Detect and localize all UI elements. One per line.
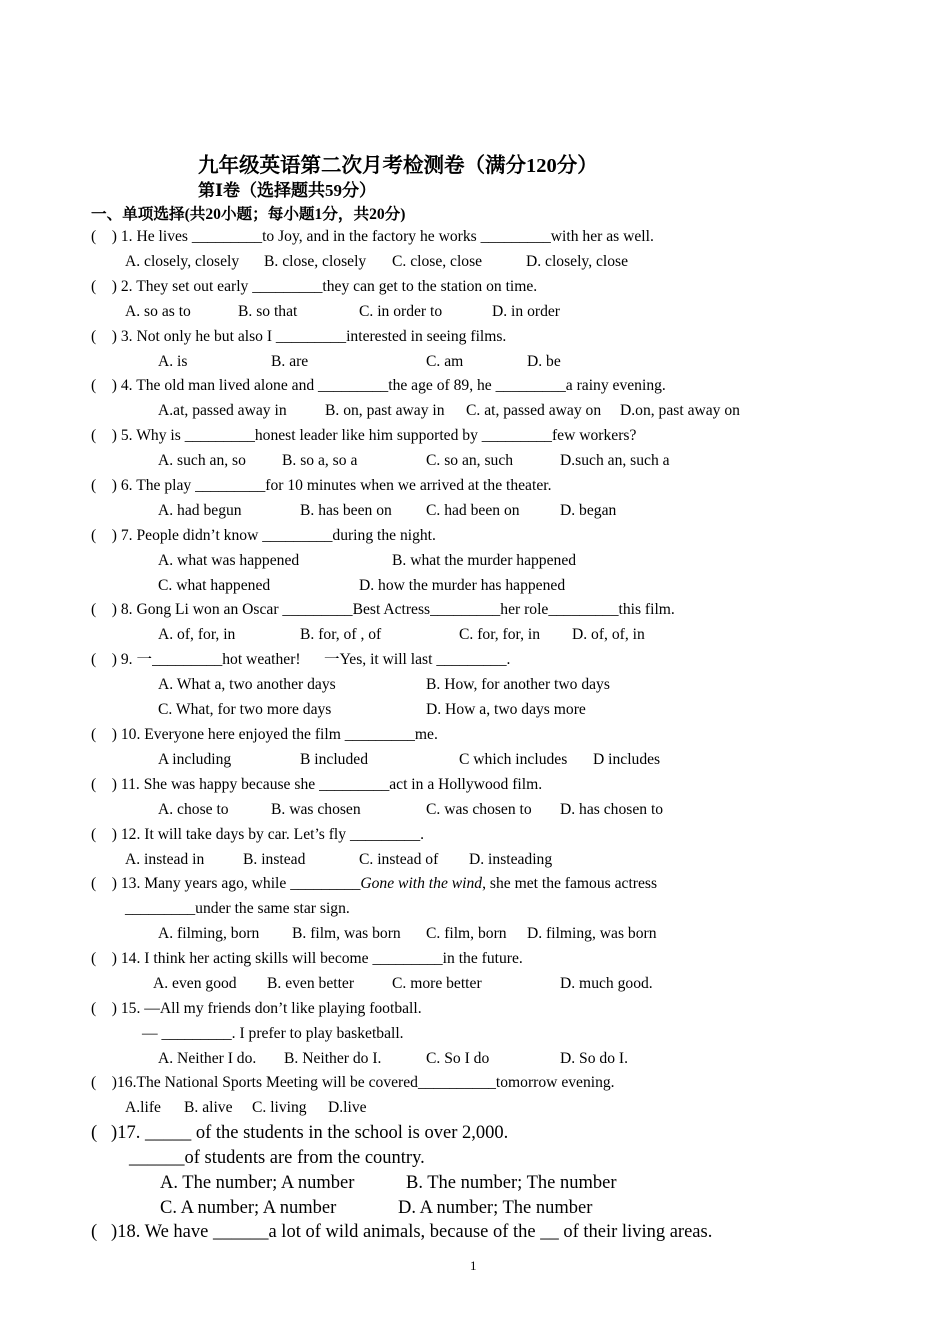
question-17-stem: ( )17. _____ of the students in the school is over 2,000.: [91, 1123, 509, 1143]
option-b: B. film, was born: [292, 925, 401, 942]
option-a: A. so as to: [125, 303, 191, 320]
question-18-stem: ( )18. We have ______a lot of wild animals, because of the __ of their living areas.: [91, 1222, 713, 1242]
option-b: B. alive: [184, 1099, 233, 1116]
option-d: D.on, past away on: [620, 402, 740, 419]
option-a: A. The number; A number: [160, 1173, 355, 1193]
option-d: D. much good.: [560, 975, 653, 992]
option-b: B. has been on: [300, 502, 392, 519]
option-a: A. instead in: [125, 851, 205, 868]
option-b: B. so that: [238, 303, 298, 320]
exam-title: 九年级英语第二次月考检测卷（满分120分）: [198, 155, 598, 177]
question-3-stem: ( ) 3. Not only he but also I _________interested in seeing films.: [91, 328, 507, 345]
question-4-stem: ( ) 4. The old man lived alone and _________the age of 89, he _________a rainy evening.: [91, 377, 666, 394]
option-b: B. instead: [243, 851, 306, 868]
question-15-stem-continued: — _________. I prefer to play basketball.: [142, 1025, 404, 1042]
question-14-stem: ( ) 14. I think her acting skills will become _________in the future.: [91, 950, 523, 967]
option-c: C. more better: [392, 975, 482, 992]
question-2-stem: ( ) 2. They set out early _________they can get to the station on time.: [91, 278, 538, 295]
option-c: C. close, close: [392, 253, 483, 270]
option-a: A. even good: [153, 975, 237, 992]
question-16-stem: ( )16.The National Sports Meeting will be covered__________tomorrow evening.: [91, 1074, 615, 1091]
option-b: B. How, for another two days: [426, 676, 610, 693]
option-a: A. closely, closely: [125, 253, 240, 270]
option-c: C. film, born: [426, 925, 507, 942]
section-heading: 一、单项选择(共20小题；每小题1分，共20分): [91, 206, 406, 223]
option-a: A. Neither I do.: [158, 1050, 257, 1067]
option-c: C. in order to: [359, 303, 443, 320]
option-c: C. what happened: [158, 577, 271, 594]
question-10-stem: ( ) 10. Everyone here enjoyed the film _________me.: [91, 726, 438, 743]
option-d: D.live: [328, 1099, 367, 1116]
option-b: B. what the murder happened: [392, 552, 577, 569]
film-title: Gone with the wind: [360, 875, 483, 892]
option-a: A. What a, two another days: [158, 676, 336, 693]
question-9-stem: ( ) 9. 一_________hot weather! 一Yes, it will last _________.: [91, 651, 511, 668]
option-a: A. chose to: [158, 801, 229, 818]
option-a: A. of, for, in: [158, 626, 236, 643]
option-b: B. so a, so a: [282, 452, 358, 469]
option-d: D. How a, two days more: [426, 701, 586, 718]
option-c: C. A number; A number: [160, 1198, 337, 1218]
question-5-stem: ( ) 5. Why is _________honest leader like him supported by _________few workers?: [91, 427, 637, 444]
stem-text: , she met the famous actress: [482, 875, 658, 892]
question-1-stem: ( ) 1. He lives _________to Joy, and in the factory he works _________with her as well.: [91, 228, 654, 245]
option-b: B included: [300, 751, 368, 768]
option-a: A. filming, born: [158, 925, 260, 942]
option-d: D. filming, was born: [527, 925, 657, 942]
question-8-stem: ( ) 8. Gong Li won an Oscar _________Best Actress_________her role_________this film.: [91, 601, 675, 618]
option-c: C. so an, such: [426, 452, 514, 469]
question-12-stem: ( ) 12. It will take days by car. Let’s fly _________.: [91, 826, 425, 843]
option-d: D. has chosen to: [560, 801, 664, 818]
option-c: C. had been on: [426, 502, 520, 519]
option-a: A. what was happened: [158, 552, 300, 569]
option-c: C. instead of: [359, 851, 439, 868]
option-c: C. for, for, in: [459, 626, 541, 643]
question-15-stem: ( ) 15. —All my friends don’t like playing football.: [91, 1000, 422, 1017]
question-6-stem: ( ) 6. The play _________for 10 minutes when we arrived at the theater.: [91, 477, 552, 494]
option-d: D. be: [527, 353, 561, 370]
option-a: A. such an, so: [158, 452, 246, 469]
option-c: C. was chosen to: [426, 801, 532, 818]
option-d: D.such an, such a: [560, 452, 670, 469]
option-d: D. insteading: [469, 851, 553, 868]
option-b: B. are: [271, 353, 309, 370]
question-11-stem: ( ) 11. She was happy because she _________act in a Hollywood film.: [91, 776, 543, 793]
option-b: B. was chosen: [271, 801, 361, 818]
option-a: A. is: [158, 353, 188, 370]
option-d: D. closely, close: [526, 253, 629, 270]
option-c: C. living: [252, 1099, 307, 1116]
option-a: A. had begun: [158, 502, 242, 519]
option-d: D. began: [560, 502, 617, 519]
option-a: A.life: [125, 1099, 161, 1116]
option-d: D. of, of, in: [572, 626, 645, 643]
option-d: D. A number; The number: [398, 1198, 593, 1218]
option-c: C. at, passed away on: [466, 402, 602, 419]
question-13-stem: [91, 874, 657, 894]
option-d: D. how the murder has happened: [359, 577, 566, 594]
option-b: B. on, past away in: [325, 402, 445, 419]
question-13-stem-continued: _________under the same star sign.: [125, 900, 350, 917]
option-b: B. even better: [267, 975, 355, 992]
option-d: D includes: [593, 751, 661, 768]
option-a: A.at, passed away in: [158, 402, 287, 419]
page-number: 1: [470, 1258, 477, 1273]
paper-subtitle: 第Ⅰ卷（选择题共59分）: [198, 181, 376, 200]
option-b: B. close, closely: [264, 253, 367, 270]
question-7-stem: ( ) 7. People didn’t know _________during the night.: [91, 527, 436, 544]
option-c: C which includes: [459, 751, 568, 768]
stem-text: ( ) 13. Many years ago, while _________: [91, 875, 361, 892]
option-c: C. So I do: [426, 1050, 490, 1067]
option-a: A including: [158, 751, 232, 768]
option-b: B. for, of , of: [300, 626, 382, 643]
option-d: D. So do I.: [560, 1050, 629, 1067]
option-b: B. The number; The number: [406, 1173, 617, 1193]
option-c: C. What, for two more days: [158, 701, 332, 718]
question-17-stem-continued: ______of students are from the country.: [129, 1148, 425, 1168]
option-d: D. in order: [492, 303, 560, 320]
option-c: C. am: [426, 353, 464, 370]
option-b: B. Neither do I.: [284, 1050, 382, 1067]
